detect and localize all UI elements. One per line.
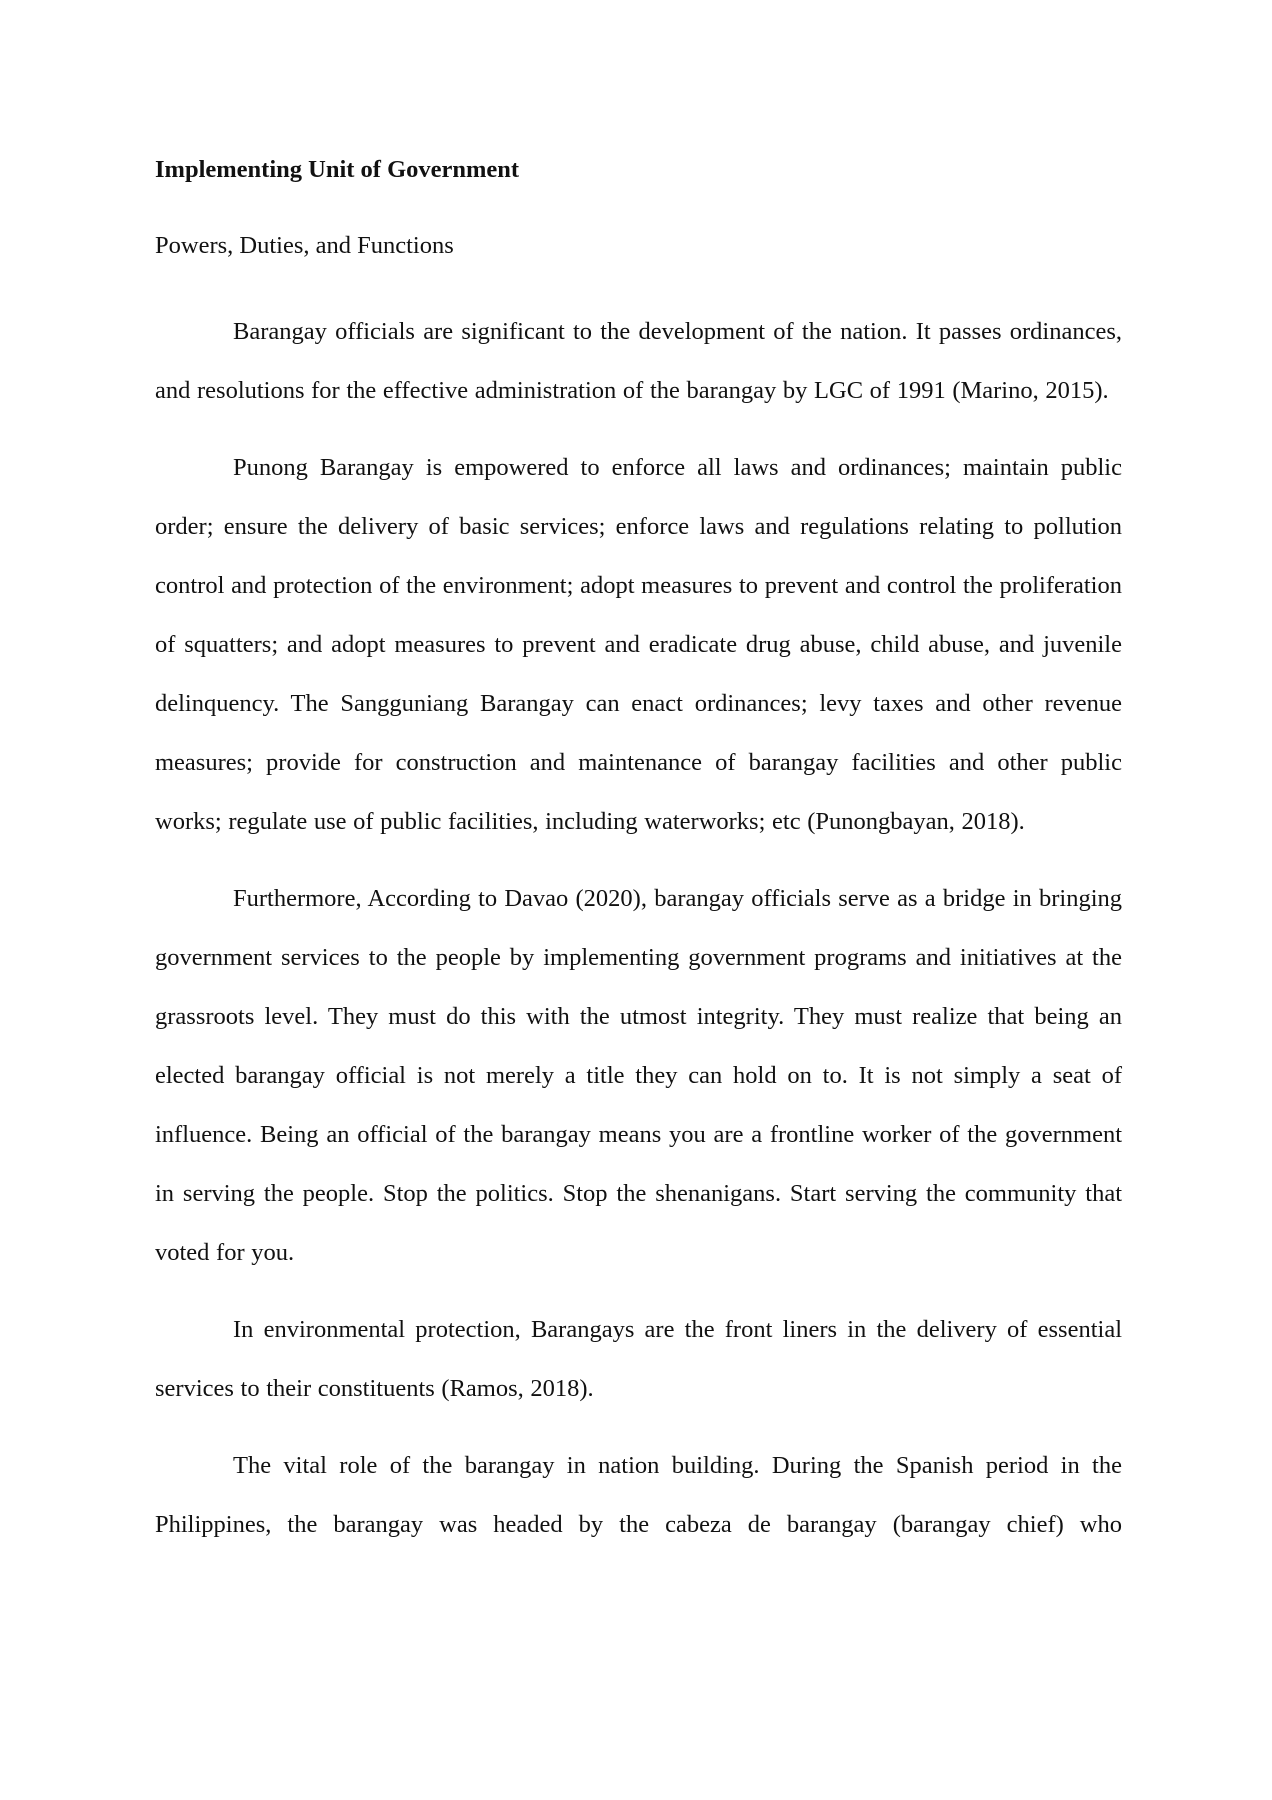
paragraph-punong-barangay: Punong Barangay is empowered to enforce all laws and ordinances; maintain public order; ensure the delivery of basic services; enforce laws and regulations relating to pollution control and protection of the environment; adopt measures to prevent and control the proliferation of squatters; and adopt measures to prevent and eradicate drug abuse, child abuse, and juvenile delinquency. The Sangguniang Barangay can enact ordinances; levy taxes and other revenue measures; provide for construction and maintenance of barangay facilities and other public works; regulate use of public facilities, including waterworks; etc (Punongbayan, 2018). (155, 454, 1122, 835)
document-body (155, 150, 1122, 1572)
paragraph-nation-building: The vital role of the barangay in nation building. During the Spanish period in the Philippines, the barangay was headed by the cabeza de barangay (barangay chief) who (155, 1452, 1122, 1538)
section-subheading: Powers, Duties, and Functions (155, 232, 454, 259)
section-heading: Implementing Unit of Government (155, 156, 520, 183)
paragraph-barangay-officials: Barangay officials are significant to the development of the nation. It passes ordinances, and resolutions for the effective administration of the barangay by LGC of 1991 (Marino, 2015). (155, 318, 1122, 404)
paragraph-davao: Furthermore, According to Davao (2020), barangay officials serve as a bridge in bringing government services to the people by implementing government programs and initiatives at the grassroots level. They must do this with the utmost integrity. They must realize that being an elected barangay official is not merely a title they can hold on to. It is not simply a seat of influence. Being an official of the barangay means you are a frontline worker of the government in serving the people. Stop the politics. Stop the shenanigans. Start serving the community that voted for you. (155, 885, 1122, 1266)
paragraph-environmental-protection: In environmental protection, Barangays are the front liners in the delivery of essential services to their constituents (Ramos, 2018). (155, 1316, 1122, 1402)
